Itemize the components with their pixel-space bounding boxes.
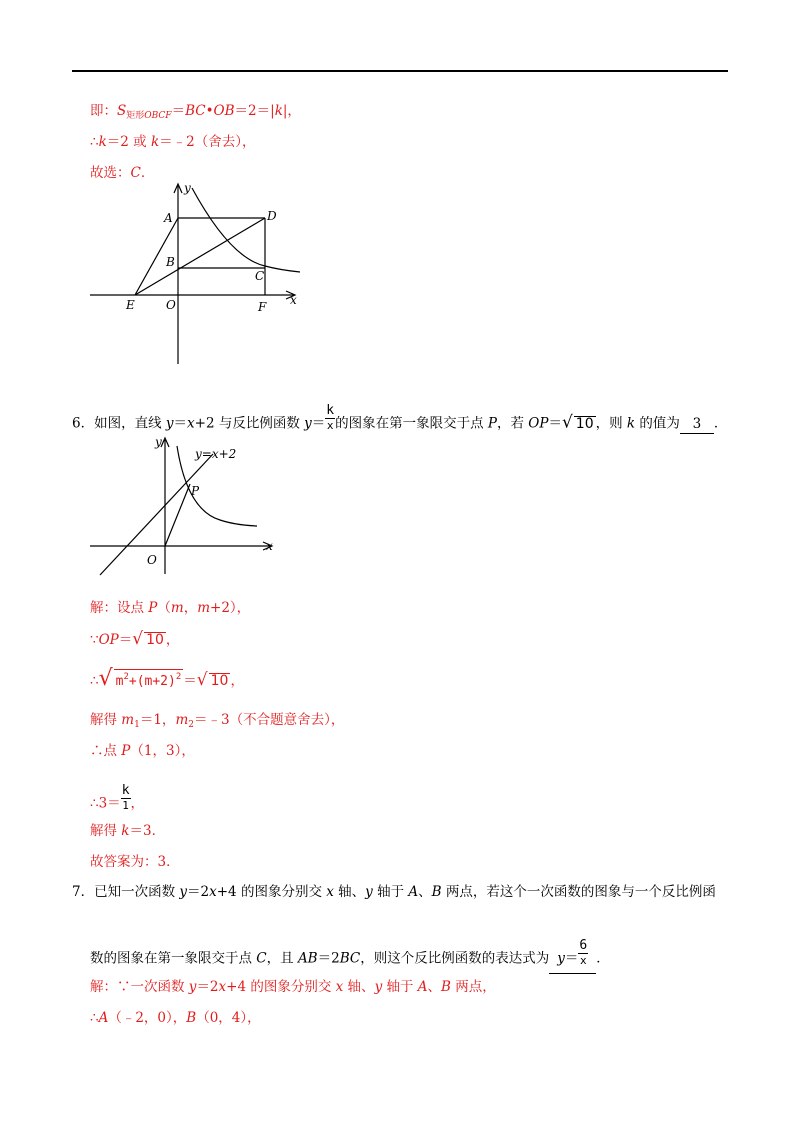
label-O: O <box>147 553 157 567</box>
fraction-k-over-1: $\frac{k}{1}$ <box>121 783 130 812</box>
sol6-line6: ∴3＝ $\frac{k}{1}$ ， <box>90 783 145 812</box>
label-line-equation: y=x+2 <box>195 447 237 461</box>
segment-OP <box>165 484 190 546</box>
label-A: A <box>164 211 173 225</box>
label-P: P <box>191 484 200 498</box>
sol5-line2: ∴k＝2 或 k＝﹣2（舍去）， <box>90 134 256 150</box>
q7-stem-line1: 7．已知一次函数 y＝2x+4 的图象分别交 x 轴、y 轴于 A、B 两点，若这个一次函数的图象与一个反比例函 <box>72 884 716 900</box>
sol6-line3: ∴√ $m^2+(m+2)^2$ ＝√ 10 ， <box>90 666 244 691</box>
sol7-line2: ∴A（﹣2，0），B（0，4）， <box>90 1010 261 1026</box>
q6-stem: 6．如图，直线 y＝x+2 与反比例函数 y＝ $\frac{k}{x}$ 的图象在第一象限交于点 P，若 OP＝√ 10 ，则 k 的值为 3 ． <box>72 403 728 433</box>
label-D: D <box>267 209 277 223</box>
fraction-6-over-x: $\frac{6}{x}$ <box>579 938 588 967</box>
label-E: E <box>126 298 135 312</box>
label-F: F <box>258 300 267 314</box>
q7-answer-blank: y＝ $\frac{6}{x}$ <box>549 945 596 974</box>
label-O: O <box>166 298 176 312</box>
label-x: x <box>290 293 297 307</box>
label-C: C <box>255 269 265 283</box>
sol6-line7: 解得 k＝3． <box>90 823 166 839</box>
header-rule <box>72 70 728 72</box>
sol6-line4: 解得 $m_1=1$，$m_2=﹣3$（不合题意舍去）， <box>90 712 345 730</box>
sol7-line1: 解：∵一次函数 y＝2x+4 的图象分别交 x 轴、y 轴于 A、B 两点， <box>90 979 496 995</box>
q7-stem-line2: 数的图象在第一象限交于点 C，且 AB＝2BC，则这个反比例函数的表达式为 y＝ $\frac{6}{x}$ ． <box>90 945 610 974</box>
q6-figure <box>85 432 285 577</box>
sol5-line1: 即：$S_{矩形OBCF}=BC•OB=2=|k|$， <box>90 103 301 121</box>
q5-figure <box>80 178 310 368</box>
sol6-line1: 解：设点 P（m，m+2）， <box>90 600 251 616</box>
hyperbola-curve <box>192 188 300 272</box>
fraction-k-over-x: $\frac{k}{x}$ <box>326 403 335 432</box>
sol5-line3: 故选：C． <box>90 165 155 181</box>
q6-answer-blank: 3 <box>680 415 714 434</box>
label-B: B <box>166 255 175 269</box>
label-y: y <box>155 435 162 449</box>
sol6-line5: ∴点 P（1，3）， <box>90 743 195 759</box>
sol6-line2: ∵OP＝√ 10 ， <box>90 629 180 649</box>
label-x: x <box>266 539 273 553</box>
sol6-line8: 故答案为：3． <box>90 854 180 870</box>
label-y: y <box>184 181 191 195</box>
